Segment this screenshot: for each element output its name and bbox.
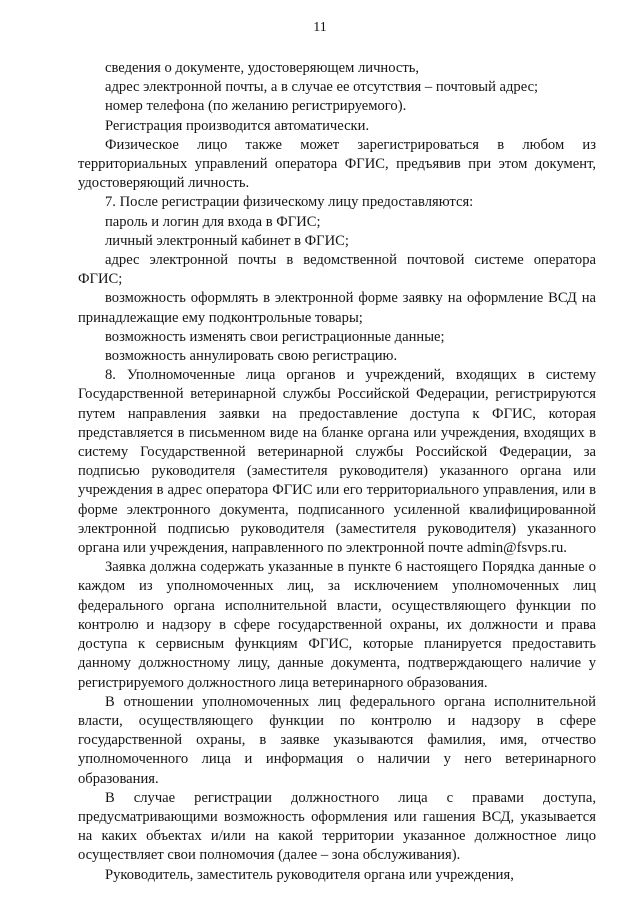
paragraph-vsd-application: возможность оформлять в электронной форме заявку на оформление ВСД на принадлежащие ему подконтрольные товары;	[78, 290, 596, 326]
paragraph-head-of-organization: Руководитель, заместитель руководителя органа или учреждения,	[105, 866, 514, 883]
paragraph-application-content: Заявка должна содержать указанные в пункте 6 настоящего Порядка данные о каждом из уполномоченных лиц, за исключением уполномоченных лиц федерального органа исполнительной власти, осуществляющего функции по контролю и надзору в сфере государственной охраны, их должности и права доступа к сервисным функциям ФГИС, которые планируется предоставить данному должностному лицу, данные документа, подтверждающего наличие у регистрируемого должностного лица ветеринарного образования.	[78, 559, 596, 691]
paragraph-item-7: 7. После регистрации физическому лицу предоставляются:	[105, 194, 474, 211]
document-body	[78, 59, 596, 885]
paragraph-phone-number: номер телефона (по желанию регистрируемого).	[105, 98, 407, 115]
paragraph-identity-document: сведения о документе, удостоверяющем личность,	[105, 60, 420, 76]
paragraph-item-8: 8. Уполномоченные лица органов и учреждений, входящих в систему Государственной ветеринарной службы Российской Федерации, регистрируются путем направления заявки на предоставление доступа к ФГИС, которая представляется в письменном виде на бланке органа или учреждения, входящих в систему Государственной ветеринарной службы Российской Федерации, за подписью руководителя (заместителя руководителя) указанного органа или учреждения в адрес оператора ФГИС или его территориального управления, или в форме электронного документа, подписанного усиленной квалифицированной электронной подписью руководителя (заместителя руководителя) указанного органа или учреждения, направленного по электронной почте admin@fsvps.ru.	[78, 367, 596, 557]
paragraph-territorial-registration: Физическое лицо также может зарегистрироваться в любом из территориальных управлений оператора ФГИС, предъявив при этом документ, удостоверяющий личность.	[78, 136, 596, 192]
paragraph-email-address: адрес электронной почты, а в случае ее отсутствия – почтовый адрес;	[105, 79, 539, 96]
paragraph-cancel-registration: возможность аннулировать свою регистрацию.	[105, 348, 398, 365]
paragraph-automatic-registration: Регистрация производится автоматически.	[105, 117, 370, 134]
paragraph-state-protection: В отношении уполномоченных лиц федерального органа исполнительной власти, осуществляющего функции по контролю и надзору в сфере государственной охраны, в заявке указываются фамилия, имя, отчество уполномоченного лица и информация о наличии у него ветеринарного образования.	[78, 693, 596, 787]
paragraph-departmental-email: адрес электронной почты в ведомственной почтовой системе оператора ФГИС;	[78, 252, 596, 288]
paragraph-change-data: возможность изменять свои регистрационные данные;	[105, 328, 445, 345]
page-number: 11	[313, 20, 327, 35]
paragraph-personal-cabinet: личный электронный кабинет в ФГИС;	[105, 232, 349, 249]
paragraph-service-zone: В случае регистрации должностного лица с правами доступа, предусматривающими возможность оформления или гашения ВСД, указывается на каких объектах и/или на какой территории указанное должностное лицо осуществляет свои полномочия (далее – зона обслуживания).	[78, 789, 596, 864]
paragraph-password-login: пароль и логин для входа в ФГИС;	[105, 213, 321, 230]
